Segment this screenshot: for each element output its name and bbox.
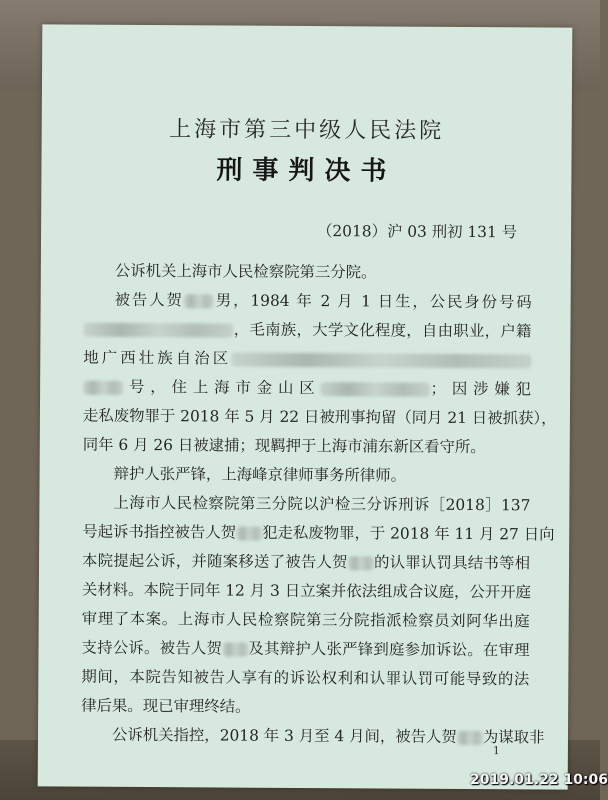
defendant-text: 被告人贺 bbox=[114, 290, 184, 310]
redaction-mark bbox=[231, 353, 531, 369]
case-number: （2018）沪 03 刑初 131 号 bbox=[316, 222, 518, 242]
prosecutor-line: 公诉机关上海市人民检察院第三分院。 bbox=[114, 261, 377, 282]
defender-line: 辩护人张严锋，上海峰京律师事务所律师。 bbox=[113, 464, 407, 485]
indictment-text: 号起诉书指控被告人贺 bbox=[82, 522, 237, 542]
trial-line: 关材料。本院于同年 12 月 3 日立案并依法组成合议庭，公开开庭 bbox=[81, 580, 532, 602]
judgment-paper bbox=[38, 24, 573, 789]
charge-line bbox=[111, 724, 545, 749]
redaction-mark bbox=[348, 556, 374, 570]
redaction-mark bbox=[236, 527, 262, 541]
detention-line: 走私废物罪于 2018 年 5 月 22 日被刑事拘留（同月 21 日被抓获）， bbox=[82, 406, 557, 428]
attendance-text: 及其辩护人张严锋到庭参加诉讼。在审理 bbox=[248, 639, 530, 660]
id-line bbox=[83, 318, 531, 343]
defendant-line bbox=[115, 289, 532, 314]
court-name: 上海市第三中级人民法院 bbox=[169, 117, 445, 144]
photo-timestamp: 2019.01.22 10:06 bbox=[470, 772, 608, 788]
residence-text: 号，住上海市金山区 bbox=[123, 377, 321, 398]
charge-text: 公诉机关指控，2018 年 3 月至 4 月间，被告人贺 bbox=[111, 725, 457, 746]
domicile-text: 地广西壮族自治区 bbox=[83, 348, 232, 368]
page-number: 1 bbox=[492, 744, 500, 758]
attendance-text: 支持公诉。被告人贺 bbox=[81, 638, 223, 658]
redaction-mark bbox=[83, 323, 233, 338]
rights-line: 期间，本院告知被告人享有的诉讼权利和认罪认罚可能导致的法 bbox=[81, 667, 530, 689]
indictment-detail-line bbox=[82, 521, 555, 546]
attendance-line bbox=[81, 637, 529, 662]
redaction-mark bbox=[457, 731, 483, 745]
residence-line bbox=[83, 376, 531, 401]
defendant-text: 男，1984 年 2 月 1 日生，公民身份号码 bbox=[213, 291, 532, 312]
redaction-mark bbox=[321, 382, 431, 397]
indictment-text: 犯走私废物罪，于 2018 年 11 月 27 日向 bbox=[262, 523, 555, 544]
prosecutor-assign-line: 审理了本案。上海市人民检察院第三分院指派检察员刘阿华出庭 bbox=[81, 609, 530, 631]
transfer-line bbox=[82, 550, 530, 575]
redaction-mark bbox=[184, 294, 214, 308]
residence-text: ；因涉嫌犯 bbox=[430, 379, 532, 399]
arrest-line: 同年 6 月 26 日被逮捕；现羁押于上海市浦东新区看守所。 bbox=[82, 435, 486, 457]
transfer-text: 的认罪认罚具结书等相 bbox=[373, 553, 531, 573]
redaction-mark bbox=[83, 381, 123, 395]
redaction-mark bbox=[222, 642, 248, 656]
domicile-line bbox=[83, 347, 531, 372]
conclusion-line: 律后果。现已审理终结。 bbox=[81, 696, 251, 716]
charge-text: 为谋取非 bbox=[482, 728, 545, 747]
id-line-text: ，毛南族，大学文化程度，自由职业，户籍 bbox=[233, 320, 532, 341]
transfer-text: 本院提起公诉，并随案移送了被告人贺 bbox=[82, 551, 348, 572]
indictment-line: 上海市人民检察院第三分院以沪检三分诉刑诉［2018］137 bbox=[113, 493, 531, 515]
document-title: 刑事判决书 bbox=[216, 155, 397, 187]
